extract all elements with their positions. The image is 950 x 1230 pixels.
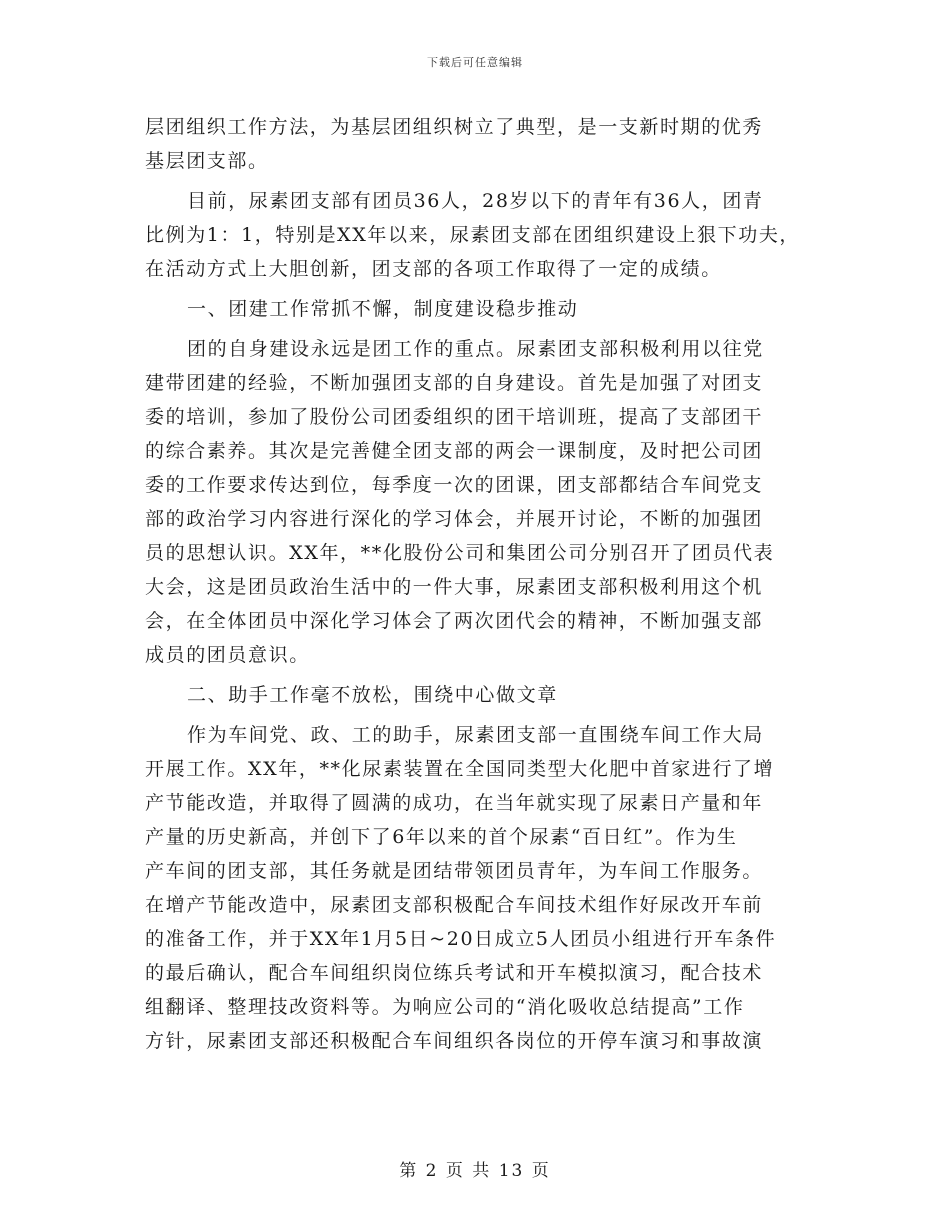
paragraph-line: 组翻译、整理技改资料等。为响应公司的“消化吸收总结提高”工作	[145, 996, 745, 1018]
paragraph-line: 建带团建的经验，不断加强团支部的自身建设。首先是加强了对团支	[145, 372, 764, 394]
paragraph-line: 在活动方式上大胆创新，团支部的各项工作取得了一定的成绩。	[145, 258, 722, 280]
section-heading: 一、团建工作常抓不懈，制度建设稳步推动	[187, 298, 579, 320]
paragraph-line: 的综合素养。其次是完善健全团支部的两会一课制度，及时把公司团	[145, 440, 764, 462]
paragraph-line: 会，在全体团员中深化学习体会了两次团代会的精神，不断加强支部	[145, 610, 764, 632]
page-header: 下载后可任意编辑	[427, 56, 523, 69]
paragraph-line: 作为车间党、政、工的助手，尿素团支部一直围绕车间工作大局	[187, 724, 764, 746]
paragraph-line: 委的培训，参加了股份公司团委组织的团干培训班，提高了支部团干	[145, 406, 764, 428]
paragraph-line: 产节能改造，并取得了圆满的成功，在当年就实现了尿素日产量和年	[145, 792, 764, 814]
paragraph-line: 的准备工作，并于XX年1月5日~20日成立5人团员小组进行开车条件	[145, 928, 777, 950]
paragraph-line: 委的工作要求传达到位，每季度一次的团课，团支部都结合车间党支	[145, 474, 764, 496]
document-body	[145, 110, 815, 1058]
paragraph-line: 产量的历史新高，并创下了6年以来的首个尿素“百日红”。作为生	[145, 826, 738, 848]
paragraph-line: 员的思想认识。XX年，**化股份公司和集团公司分别召开了团员代表	[145, 542, 775, 564]
paragraph-line: 在增产节能改造中，尿素团支部积极配合车间技术组作好尿改开车前	[145, 894, 764, 916]
paragraph-line: 方针，尿素团支部还积极配合车间组织各岗位的开停车演习和事故演	[145, 1030, 764, 1052]
paragraph-line: 目前，尿素团支部有团员36人，28岁以下的青年有36人，团青	[187, 190, 764, 212]
paragraph-line: 部的政治学习内容进行深化的学习体会，并展开讨论，不断的加强团	[145, 508, 764, 530]
paragraph-line: 产车间的团支部，其任务就是团结带领团员青年，为车间工作服务。	[145, 860, 764, 882]
paragraph-line: 比例为1：1，特别是XX年以来，尿素团支部在团组织建设上狠下功夫，	[145, 224, 801, 246]
paragraph-line: 层团组织工作方法，为基层团组织树立了典型，是一支新时期的优秀	[145, 116, 764, 138]
section-heading: 二、助手工作毫不放松，围绕中心做文章	[187, 684, 558, 706]
paragraph-line: 大会，这是团员政治生活中的一件大事，尿素团支部积极利用这个机	[145, 576, 764, 598]
paragraph-line: 成员的团员意识。	[145, 644, 310, 666]
paragraph-line: 开展工作。XX年，**化尿素装置在全国同类型大化肥中首家进行了增	[145, 758, 775, 780]
paragraph-line: 团的自身建设永远是团工作的重点。尿素团支部积极利用以往党	[187, 338, 764, 360]
paragraph-line: 的最后确认，配合车间组织岗位练兵考试和开车模拟演习，配合技术	[145, 962, 764, 984]
paragraph-line: 基层团支部。	[145, 150, 269, 172]
page-footer: 第 2 页 共 13 页	[399, 1161, 551, 1181]
